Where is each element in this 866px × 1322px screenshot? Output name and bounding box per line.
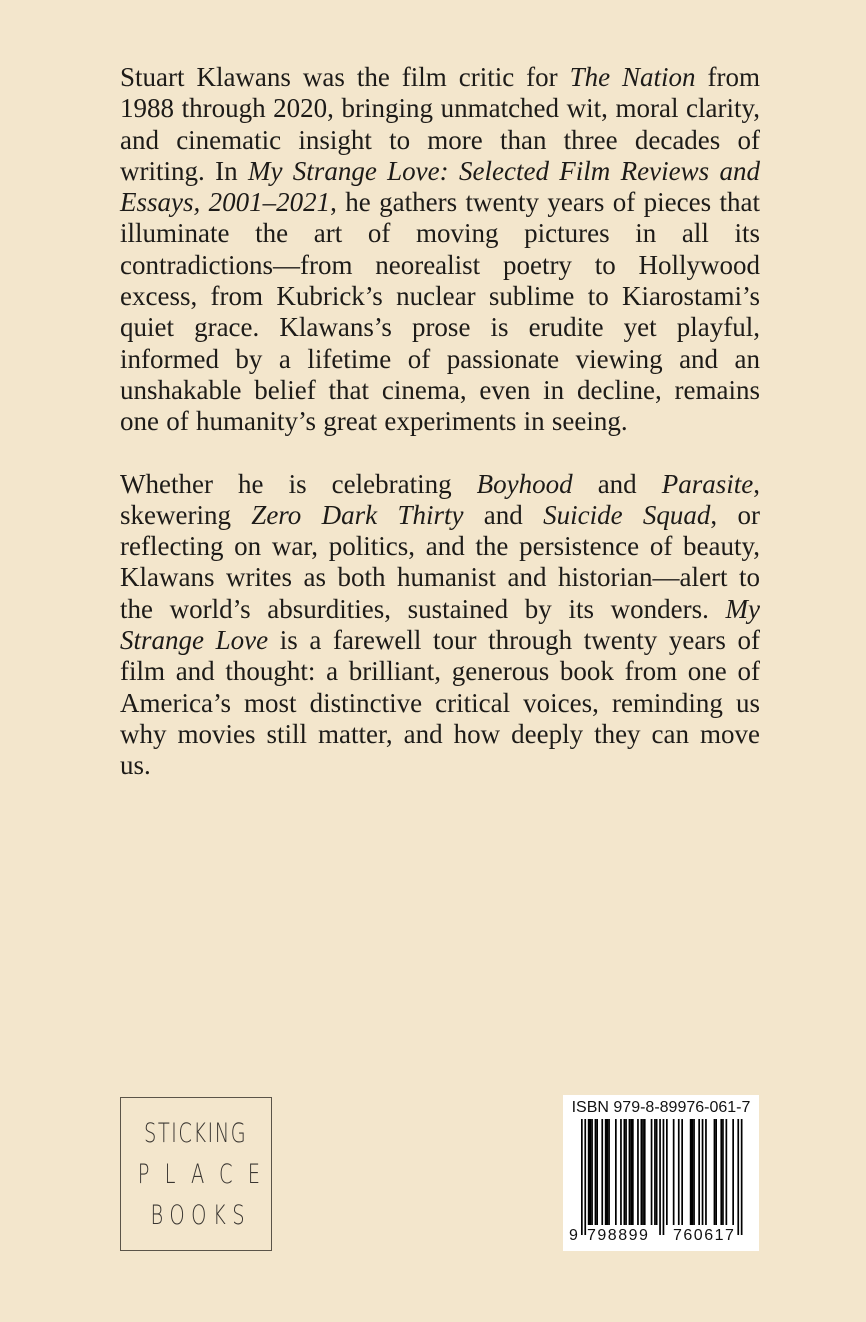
barcode-bar bbox=[625, 1119, 627, 1225]
barcode-bar bbox=[595, 1119, 597, 1225]
barcode-bar bbox=[690, 1119, 692, 1225]
isbn-barcode bbox=[563, 1095, 759, 1251]
barcode-bar bbox=[702, 1119, 704, 1225]
barcode-bar bbox=[607, 1119, 609, 1225]
barcode-guard-bar bbox=[741, 1119, 743, 1235]
barcode-bar bbox=[596, 1119, 598, 1225]
barcode-bar bbox=[615, 1119, 617, 1225]
barcode-bar bbox=[591, 1119, 593, 1225]
italic-title-text: My Strange Love bbox=[120, 593, 760, 656]
barcode-bar bbox=[629, 1119, 631, 1225]
body-text: from 1988 through 2020, bringing unmatched wit, moral clarity, and cinematic insight to more than three decades of writing. In bbox=[120, 62, 761, 186]
barcode-bar bbox=[651, 1119, 653, 1225]
barcode-bar bbox=[637, 1119, 639, 1225]
barcode-bar bbox=[715, 1119, 717, 1225]
body-text: and bbox=[463, 499, 544, 530]
barcode-guard-bar bbox=[737, 1119, 739, 1235]
barcode-bar bbox=[642, 1119, 644, 1225]
body-text: , skewering bbox=[120, 468, 760, 530]
italic-title-text: Boyhood bbox=[476, 468, 573, 499]
barcode-bar bbox=[732, 1119, 734, 1225]
barcode-bar bbox=[620, 1119, 622, 1225]
barcode-guard-bar bbox=[659, 1119, 661, 1235]
blurb-paragraph-2 bbox=[120, 469, 760, 782]
body-text: , or reflecting on war, politics, and the persistence of beauty, Klawans writes as both humanist and historian—alert to the world’s absurdities, sustained by its wonders. bbox=[120, 499, 760, 624]
barcode-bar bbox=[608, 1119, 610, 1225]
italic-title-text: Parasite bbox=[661, 468, 754, 499]
barcode-digits-left: 798899 bbox=[587, 1227, 650, 1244]
body-text: Whether he is celebrating bbox=[120, 468, 477, 499]
barcode-bar bbox=[681, 1119, 683, 1225]
barcode-bar bbox=[601, 1119, 603, 1225]
barcode-guard-bar bbox=[584, 1119, 586, 1235]
body-text: , he gathers twenty years of pieces that illuminate the art of moving pictures in all its contradictions—from neorealist poetry to Hollywood excess, from Kubrick’s nuclear sublime to Kiarostami’s quiet grace. Klawans’s prose is erudite yet playful, informed by a lifetime of passionate viewing and an unshakable belief that cinema, even in decline, remains one of humanity’s great experiments in seeing. bbox=[120, 187, 761, 437]
barcode-bar bbox=[698, 1119, 700, 1225]
barcode-guard-bar bbox=[581, 1119, 583, 1235]
barcode-bar bbox=[720, 1119, 722, 1225]
barcode-bar bbox=[666, 1119, 668, 1225]
barcode-bar bbox=[722, 1119, 724, 1225]
italic-title-text: My Strange Love: Selected Film Reviews and Essays, 2001–2021 bbox=[120, 155, 760, 218]
blurb-paragraph-1 bbox=[120, 62, 760, 438]
back-cover-blurb bbox=[120, 62, 760, 782]
barcode-guard-bar bbox=[663, 1119, 665, 1235]
publisher-logo-line-1: STICKING bbox=[144, 1117, 248, 1149]
publisher-logo bbox=[120, 1097, 276, 1251]
italic-title-text: Suicide Squad bbox=[543, 499, 711, 530]
barcode-bar bbox=[656, 1119, 658, 1225]
barcode-bar bbox=[692, 1119, 694, 1225]
barcode-bar bbox=[726, 1119, 728, 1225]
italic-title-text: Zero Dark Thirty bbox=[251, 499, 464, 530]
barcode-bar bbox=[588, 1119, 590, 1225]
isbn-label: ISBN 979-8-89976-061-7 bbox=[571, 1099, 751, 1116]
barcode-bar bbox=[605, 1119, 607, 1225]
barcode-bar bbox=[590, 1119, 592, 1225]
publisher-logo-line-2: PLACE bbox=[137, 1158, 276, 1190]
barcode-bar bbox=[624, 1119, 626, 1225]
barcode-bar bbox=[673, 1119, 675, 1225]
barcode-bars bbox=[569, 1119, 753, 1235]
barcode-bar bbox=[678, 1119, 680, 1225]
barcode-bar bbox=[644, 1119, 646, 1225]
barcode-bar bbox=[630, 1119, 632, 1225]
barcode-bar bbox=[693, 1119, 695, 1225]
barcode-bar bbox=[705, 1119, 707, 1225]
body-text: and bbox=[572, 468, 662, 499]
barcode-bar bbox=[654, 1119, 656, 1225]
barcode-bar bbox=[714, 1119, 716, 1225]
barcode-digit-first: 9 bbox=[569, 1227, 578, 1244]
barcode-bar bbox=[632, 1119, 634, 1225]
body-text: Stuart Klawans was the film critic for bbox=[120, 62, 570, 92]
body-text: is a farewell tour through twenty years of film and thought: a brilliant, generous book from one of America’s most distinctive critical voices, reminding us why movies still matter, and how deeply they can move us. bbox=[120, 625, 760, 781]
barcode-bar bbox=[641, 1119, 643, 1225]
italic-title-text: The Nation bbox=[569, 62, 696, 92]
barcode-digits-right: 760617 bbox=[673, 1227, 736, 1244]
publisher-logo-line-3: BOOKS bbox=[150, 1199, 251, 1231]
